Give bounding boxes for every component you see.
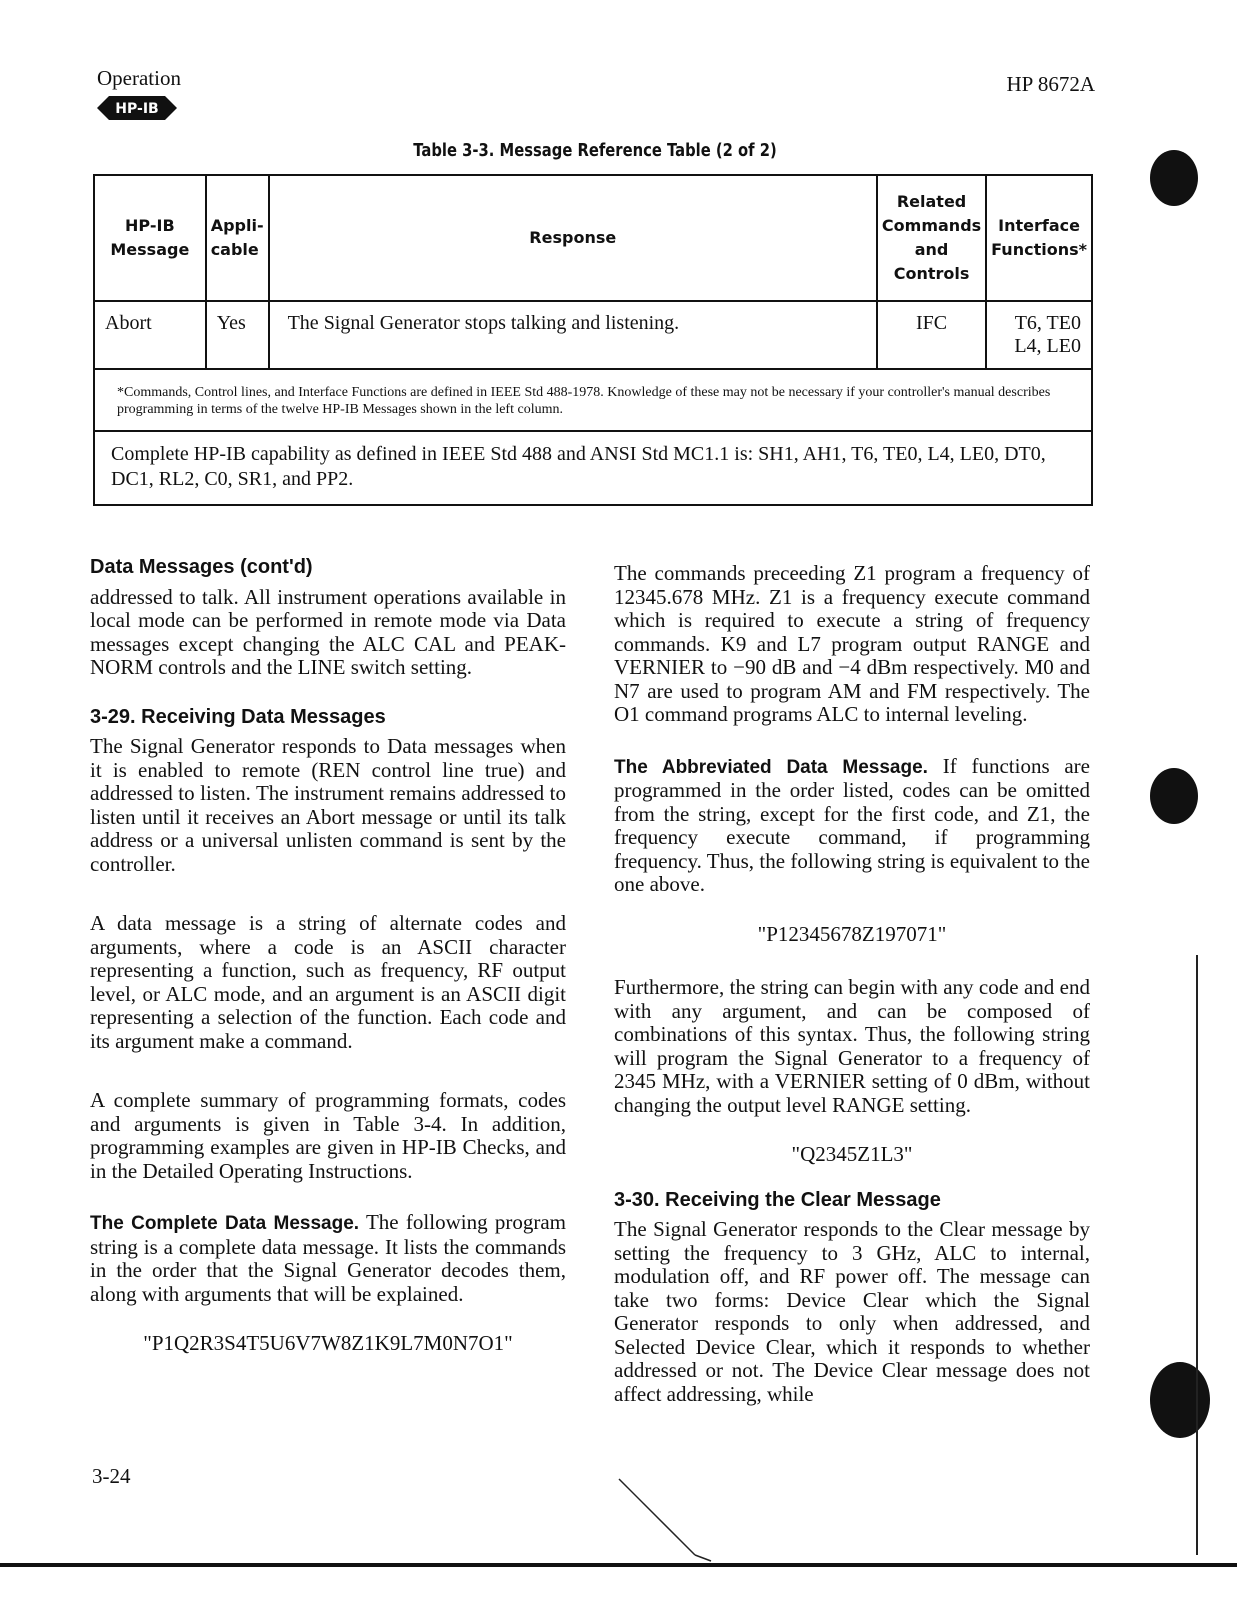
paragraph: A complete summary of programming formats, codes and arguments is given in Table 3-4. In addition, programming examples are given in HP-IB Checks, and in the Detailed Operating Instructions. bbox=[90, 1088, 566, 1183]
code-example-complete: "P1Q2R3S4T5U6V7W8Z1K9L7M0N7O1" bbox=[143, 1331, 513, 1355]
message-reference-table bbox=[93, 174, 1093, 506]
cell-interface: T6, TE0 L4, LE0 bbox=[986, 301, 1092, 369]
heading-data-messages-contd: Data Messages (cont'd) bbox=[90, 556, 313, 578]
code-example-range: "Q2345Z1L3" bbox=[791, 1142, 913, 1166]
table-capability: Complete HP-IB capability as defined in IEEE Std 488 and ANSI Std MC1.1 is: SH1, AH1, T6, TE0, L4, LE0, DT0, DC1, RL2, C0, SR1, and PP2. bbox=[94, 431, 1092, 505]
cell-response: The Signal Generator stops talking and listening. bbox=[269, 301, 877, 369]
table-header-row bbox=[94, 175, 1092, 301]
paragraph: Furthermore, the string can begin with any code and end with any argument, and can be composed of combinations of this syntax. Thus, the following string will program the Signal Generator to a frequency of 2345 MHz, with a VERNIER setting of 0 dBm, without changing the output level RANGE setting. bbox=[614, 975, 1090, 1117]
punch-hole-mark bbox=[1150, 150, 1198, 206]
table-footnote: *Commands, Control lines, and Interface Functions are defined in IEEE Std 488-1978. Knowledge of these may not be necessary if your controller's manual describes programming in terms of the twelve HP-IB Messages shown in the left column. bbox=[94, 369, 1092, 431]
table-caption: Table 3-3. Message Reference Table (2 of 2) bbox=[413, 140, 777, 161]
margin-scan-line bbox=[1196, 955, 1198, 1555]
header-applicable: Appli- cable bbox=[206, 175, 269, 301]
cell-related: IFC bbox=[877, 301, 986, 369]
abbreviated-data-message-text: If functions are programmed in the order listed, codes can be omitted from the string, except for the first code, and Z1, the frequency execute command, if programming frequency. Thus, the following string is equivalent to the one above. bbox=[614, 753, 1091, 896]
code-example-abbreviated: "P12345678Z197071" bbox=[757, 921, 947, 946]
paragraph bbox=[614, 755, 1090, 897]
header-hpib-message: HP-IB Message bbox=[94, 175, 206, 301]
cell-message: Abort bbox=[94, 301, 206, 369]
table-footnote-row bbox=[94, 369, 1092, 431]
heading-3-29: 3-29. Receiving Data Messages bbox=[90, 705, 386, 728]
table-capability-row bbox=[94, 431, 1092, 505]
paragraph: The Signal Generator responds to the Clear message by setting the frequency to 3 GHz, ALC to internal, modulation off, and RF power off. The message can take two forms: Device Clear which the Signal Generator responds to only when addressed, and Selected Device Clear, which it responds to whether addressed or not. The Device Clear message does not affect addressing, while bbox=[614, 1217, 1090, 1406]
punch-hole-mark bbox=[1150, 1362, 1210, 1438]
paragraph: The commands preceeding Z1 program a frequency of 12345.678 MHz. Z1 is a frequency execute command which is required to execute a string of frequency commands. K9 and L7 program output RANGE and VERNIER to −90 dB and −4 dBm respectively. M0 and N7 are used to program AM and FM respectively. The O1 command programs ALC to internal leveling. bbox=[614, 561, 1090, 726]
right-column bbox=[614, 556, 1090, 1432]
scratch-mark bbox=[615, 1475, 725, 1565]
running-header-model: HP 8672A bbox=[1006, 72, 1095, 96]
hpib-badge-icon bbox=[97, 96, 177, 120]
runin-abbreviated-data-message: The Abbreviated Data Message. bbox=[614, 756, 928, 778]
header-response: Response bbox=[269, 175, 877, 301]
hpib-badge bbox=[97, 96, 177, 120]
cell-applicable: Yes bbox=[206, 301, 269, 369]
table-row bbox=[94, 301, 1092, 369]
runin-complete-data-message: The Complete Data Message. bbox=[90, 1213, 360, 1234]
heading-3-30: 3-30. Receiving the Clear Message bbox=[614, 1188, 941, 1211]
header-related-commands: Related Commands and Controls bbox=[877, 175, 986, 301]
paragraph: addressed to talk. All instrument operations available in local mode can be performed in remote mode via Data messages except changing the ALC CAL and PEAK-NORM controls and the LINE switch setting. bbox=[90, 584, 566, 679]
paragraph bbox=[90, 1211, 566, 1306]
hpib-badge-label: HP-IB bbox=[115, 101, 159, 117]
bottom-rule bbox=[0, 1563, 1237, 1567]
header-interface-functions: Interface Functions* bbox=[986, 175, 1092, 301]
paragraph: The Signal Generator responds to Data messages when it is enabled to remote (REN control line true) and addressed to listen. The instrument remains addressed to listen until it receives an Abort message or until its talk address or a universal unlisten command is sent by the controller. bbox=[90, 734, 566, 876]
complete-data-message-text: The following program string is a complete data message. It lists the commands in the order that the Signal Generator decodes them, along with arguments that will be explained. bbox=[90, 1210, 567, 1306]
paragraph: A data message is a string of alternate codes and arguments, where a code is an ASCII character representing a function, such as frequency, RF output level, or ALC mode, and an argument is an ASCII digit representing a selection of the function. Each code and its argument make a command. bbox=[90, 911, 566, 1053]
page-number: 3-24 bbox=[92, 1464, 131, 1488]
left-column bbox=[90, 556, 566, 1382]
punch-hole-mark bbox=[1150, 768, 1198, 824]
running-header-section: Operation bbox=[97, 66, 181, 90]
